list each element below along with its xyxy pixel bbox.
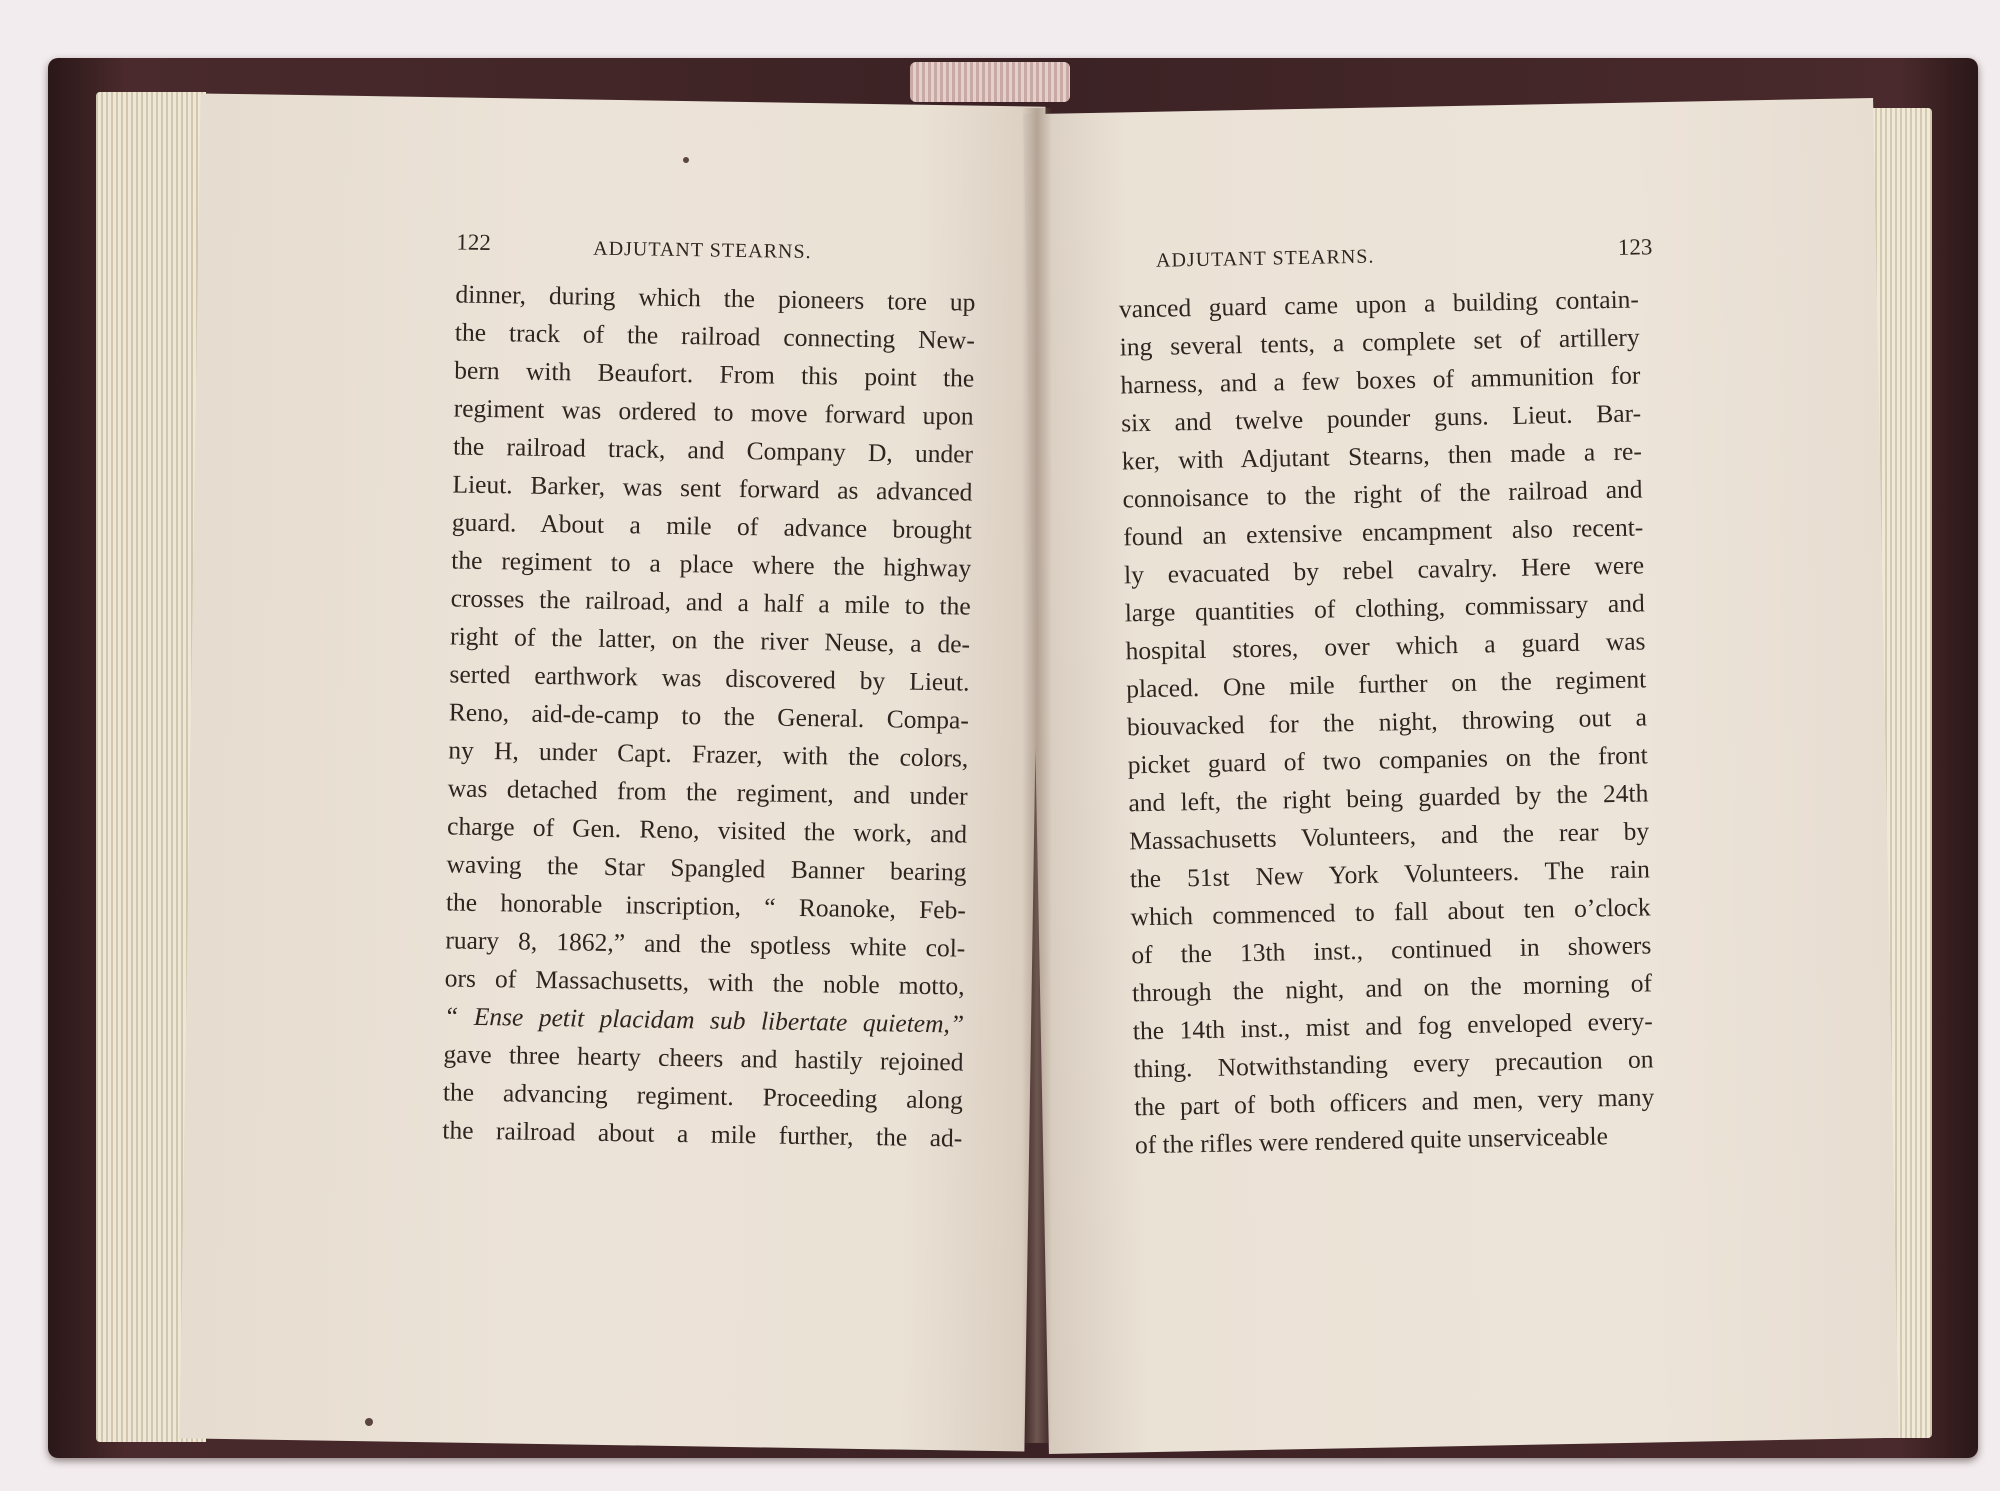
text-line: ruary 8, 1862,” and the spotless white col- [445,925,966,963]
text-line: right of the latter, on the river Neuse, a de- [449,621,971,659]
right-page [1023,98,1899,1454]
text-line: which commenced to fall about ten o’clock [1130,892,1651,932]
text-line: and left, the right being guarded by the 24th [1128,778,1649,818]
text-line: through the night, and on the morning of [1131,968,1653,1008]
text-line: large quantities of clothing, commissary and [1124,588,1645,628]
book-spine-headband [910,62,1070,102]
running-head: ADJUTANT STEARNS. [593,237,812,264]
text-line: the regiment to a place where the highway [451,545,972,583]
text-line: waving the Star Spangled Banner bearing [446,849,967,887]
running-head: ADJUTANT STEARNS. [1155,245,1375,272]
book-gutter [1022,108,1052,1443]
text-line: vanced guard came upon a building contain- [1118,284,1640,324]
text-line: the railroad track, and Company D, under [452,431,974,469]
text-line: thing. Notwithstanding every precaution on [1133,1044,1654,1084]
text-line: regiment was ordered to move forward upon [453,393,974,431]
text-line: the advancing regiment. Proceeding along [442,1077,964,1115]
text-line: bern with Beaufort. From this point the [454,355,975,393]
text-line: of the 13th inst., continued in showers [1131,930,1652,970]
text-line: picket guard of two companies on the front [1127,740,1648,780]
text-line: of the rifles were rendered quite unserviceable [1134,1121,1609,1160]
text-line: ny H, under Capt. Frazer, with the colors, [448,735,969,773]
text-line: the 51st New York Volunteers. The rain [1129,854,1651,894]
text-line: Massachusetts Volunteers, and the rear by [1128,816,1650,856]
text-line: ing several tents, a complete set of artillery [1119,322,1640,362]
text-line: serted earthwork was discovered by Lieut. [449,659,970,697]
page-number: 122 [456,229,492,256]
text-line: biouvacked for the night, throwing out a [1126,702,1648,742]
text-line: placed. One mile further on the regiment [1125,664,1647,704]
text-line: the railroad about a mile further, the ad- [442,1115,963,1153]
text-line: dinner, during which the pioneers tore up [455,279,976,317]
page-number: 123 [1617,234,1653,260]
paper-speck [683,157,689,163]
text-line: ker, with Adjutant Stearns, then made a re- [1121,436,1643,476]
paper-speck [365,1418,373,1426]
text-line: hospital stores, over which a guard was [1125,626,1646,666]
latin-motto-line: “ Ense petit placidam sub libertate quietem,” [443,1001,965,1039]
page-text [442,275,976,1157]
text-line: Lieut. Barker, was sent forward as advanced [452,469,973,507]
text-line: six and twelve pounder guns. Lieut. Bar- [1120,398,1642,438]
text-line: harness, and a few boxes of ammunition for [1120,360,1641,400]
text-line: guard. About a mile of advance brought [451,507,973,545]
text-line: charge of Gen. Reno, visited the work, and [446,811,968,849]
left-page [179,93,1045,1451]
text-line: ors of Massachusetts, with the noble motto, [444,963,965,1001]
text-line: crosses the railroad, and a half a mile to the [450,583,971,621]
text-line: found an extensive encampment also recent- [1123,512,1644,552]
text-line: Reno, aid-de-camp to the General. Compa- [448,697,970,735]
text-line: was detached from the regiment, and under [447,773,968,811]
text-line: gave three hearty cheers and hastily rejoined [443,1039,964,1077]
text-line: connoisance to the right of the railroad and [1122,474,1643,514]
text-line: ly evacuated by rebel cavalry. Here were [1123,550,1645,590]
text-line: the part of both officers and men, very many [1134,1082,1655,1122]
text-line: the track of the railroad connecting New- [454,317,976,355]
text-line: the 14th inst., mist and fog enveloped every- [1132,1006,1654,1046]
text-line: the honorable inscription, “ Roanoke, Feb- [445,887,967,925]
page-text [1119,281,1656,1165]
